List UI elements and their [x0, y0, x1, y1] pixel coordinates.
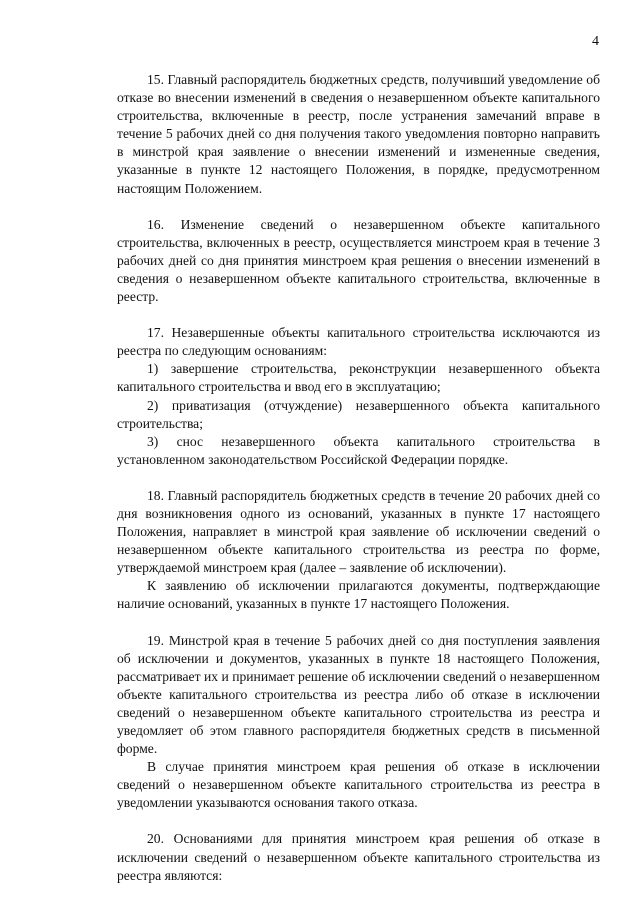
list-item-17-1: 1) завершение строительства, реконструкции незавершенного объекта капитального строительства и ввод его в эксплуатацию;	[117, 361, 600, 395]
paragraph-15: 15. Главный распорядитель бюджетных средств, получивший уведомление об отказе во внесении изменений в сведения о незавершенном объекте капитального строительства, включенные в реестр, после устранения замечаний вправе в течение 5 рабочих дней со дня получения такого уведомления повторно направить в минстрой края заявление о внесении изменений и измененные сведения, указанные в пункте 12 настоящего Положения, в порядке, предусмотренном настоящим Положением.	[117, 72, 600, 196]
list-item-17-3: 3) снос незавершенного объекта капитального строительства в установленном законодательством Российской Федерации порядке.	[117, 433, 600, 467]
list-item-17-2: 2) приватизация (отчуждение) незавершенного объекта капитального строительства;	[117, 397, 600, 431]
paragraph-18: 18. Главный распорядитель бюджетных средств в течение 20 рабочих дней со дня возникновения одного из оснований, указанных в пункте 17 настоящего Положения, направляет в минстрой края заявление об исключении сведений о незавершенном объекте капитального строительства из реестра по форме, утверждаемой минстроем края (далее – заявление об исключении).	[117, 487, 600, 576]
paragraph-19: 19. Минстрой края в течение 5 рабочих дней со дня поступления заявления об исключении и документов, указанных в пункте 18 настоящего Положения, рассматривает их и принимает решение об исключении сведений о незавершенном объекте капитального строительства из реестра либо об отказе в исключении сведений о незавершенном объекте капитального строительства из реестра и уведомляет об этом главного распорядителя бюджетных средств в письменной форме.	[117, 632, 600, 757]
document-body	[117, 71, 600, 885]
paragraph-20: 20. Основаниями для принятия минстроем края решения об отказе в исключении сведений о незавершенном объекте капитального строительства из реестра являются:	[117, 831, 600, 883]
page-number: 4	[592, 34, 599, 49]
paragraph-16: 16. Изменение сведений о незавершенном объекте капитального строительства, включенных в реестр, осуществляется минстроем края в течение 3 рабочих дней со дня принятия минстроем края решения о внесении изменений в сведения о незавершенном объекте капитального строительства, включенные в реестр.	[117, 216, 600, 305]
paragraph-18-attachments: К заявлению об исключении прилагаются документы, подтверждающие наличие оснований, указанных в пункте 17 настоящего Положения.	[117, 578, 600, 612]
paragraph-19-refusal: В случае принятия минстроем края решения об отказе в исключении сведений о незавершенном объекте капитального строительства из реестра в уведомлении указываются основания такого отказа.	[117, 759, 600, 811]
paragraph-17: 17. Незавершенные объекты капитального строительства исключаются из реестра по следующим основаниям:	[117, 325, 600, 359]
